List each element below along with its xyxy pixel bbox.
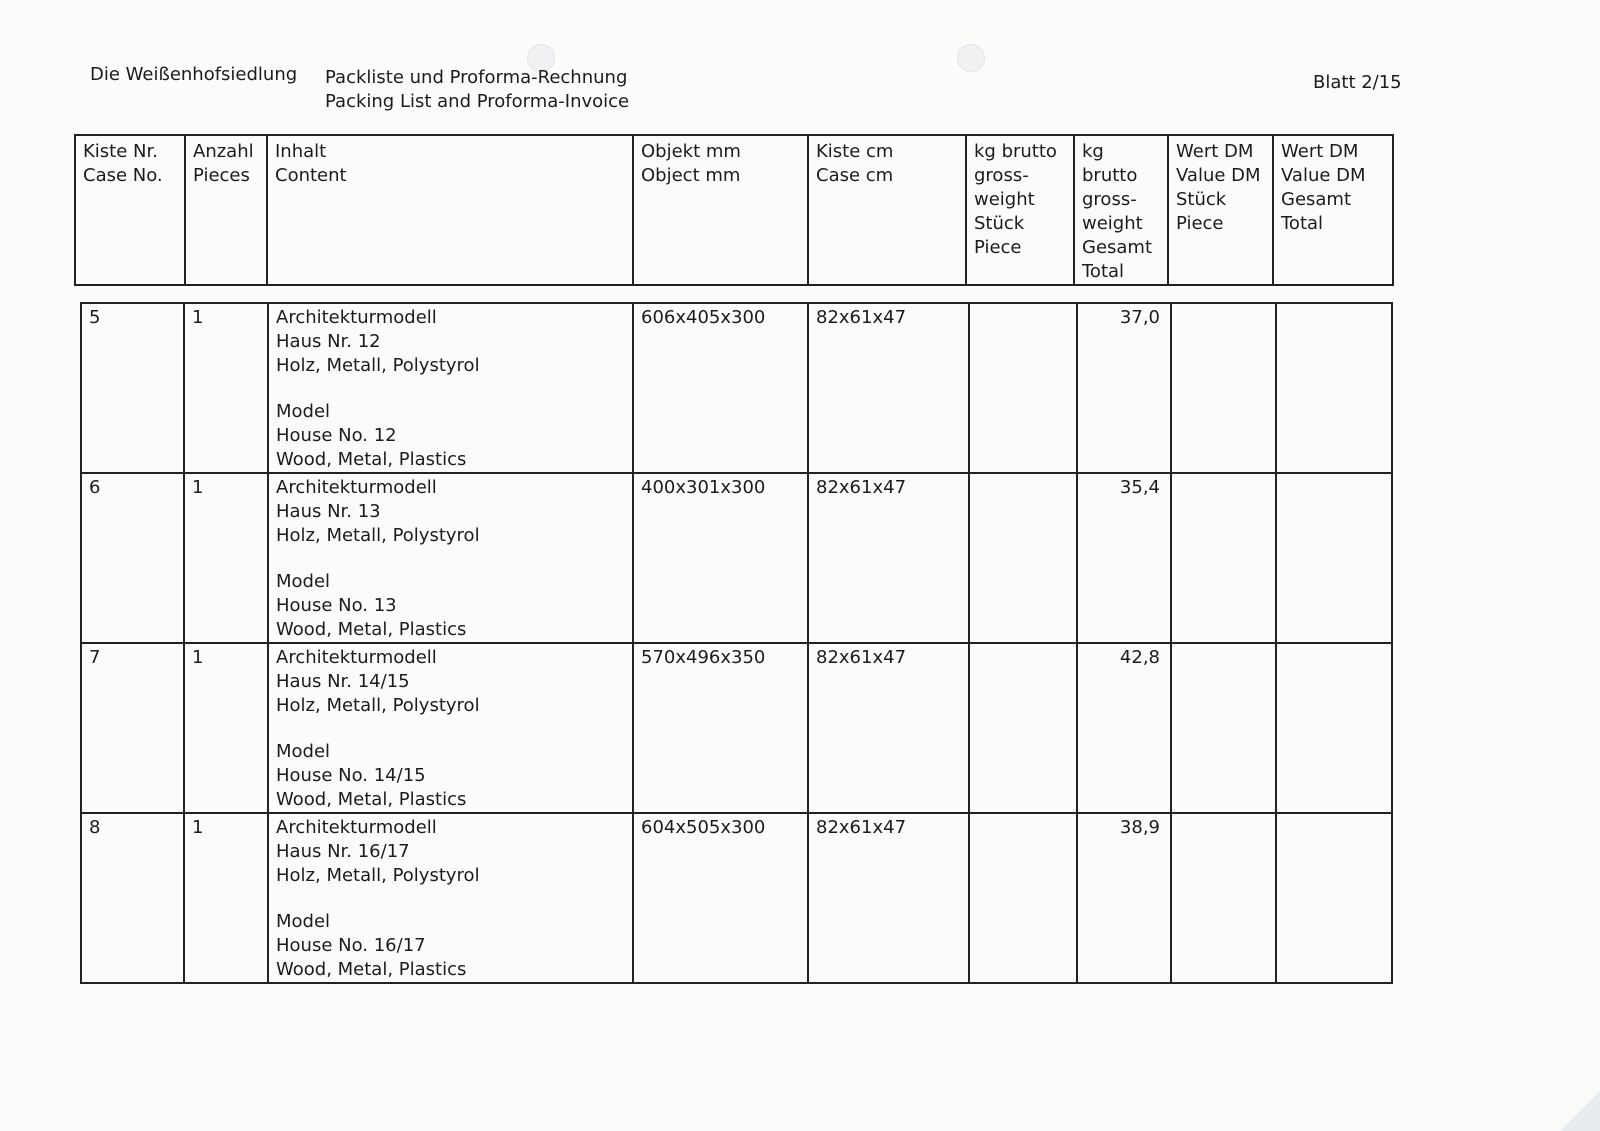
- table-row: [81, 643, 1392, 813]
- content-line: Architekturmodell: [276, 817, 437, 838]
- column-header-line: Content: [275, 165, 347, 186]
- content-cell: [268, 473, 633, 643]
- content-cell: [268, 303, 633, 473]
- table-row: [81, 303, 1392, 473]
- weight-total-cell: 37,0: [1077, 303, 1171, 473]
- column-header-line: Wert DM: [1176, 141, 1254, 162]
- content-line: Model: [276, 911, 331, 932]
- weight-total-cell: 42,8: [1077, 643, 1171, 813]
- column-header-5: [966, 135, 1074, 285]
- pieces-cell: 1: [184, 643, 268, 813]
- column-header-line: kg brutto: [974, 141, 1057, 162]
- column-header-line: Wert DM: [1281, 141, 1359, 162]
- column-header-line: weight: [1082, 213, 1143, 234]
- column-header-line: Case No.: [83, 165, 163, 186]
- case-number-cell: 5: [81, 303, 184, 473]
- collection-title: Die Weißenhofsiedlung: [90, 64, 298, 85]
- column-header-7: [1168, 135, 1273, 285]
- column-header-4: [808, 135, 966, 285]
- content-line: Holz, Metall, Polystyrol: [276, 695, 480, 716]
- column-header-8: [1273, 135, 1393, 285]
- object-dimensions-cell: 604x505x300: [633, 813, 808, 983]
- case-dimensions-cell: 82x61x47: [808, 473, 969, 643]
- content-spacer: [276, 378, 626, 400]
- column-header-line: Object mm: [641, 165, 741, 186]
- weight-total-cell: 35,4: [1077, 473, 1171, 643]
- case-dimensions-cell: 82x61x47: [808, 813, 969, 983]
- column-header-row: [75, 135, 1393, 285]
- table-row: [81, 473, 1392, 643]
- value-per-piece-cell: [1171, 643, 1276, 813]
- column-header-line: Gesamt: [1281, 189, 1352, 210]
- column-header-line: weight: [974, 189, 1035, 210]
- sheet-number: Blatt 2/15: [1313, 72, 1402, 93]
- content-cell: [268, 813, 633, 983]
- column-header-line: gross-: [1082, 189, 1137, 210]
- content-spacer: [276, 888, 626, 910]
- value-total-cell: [1276, 643, 1392, 813]
- column-header-line: Anzahl: [193, 141, 254, 162]
- weight-per-piece-cell: [969, 813, 1077, 983]
- column-header-line: Pieces: [193, 165, 250, 186]
- content-line: House No. 13: [276, 595, 397, 616]
- weight-per-piece-cell: [969, 303, 1077, 473]
- punch-hole-right: [957, 44, 985, 72]
- content-cell: [268, 643, 633, 813]
- case-number-cell: 6: [81, 473, 184, 643]
- content-line: Model: [276, 401, 331, 422]
- pieces-cell: 1: [184, 813, 268, 983]
- column-header-line: Objekt mm: [641, 141, 741, 162]
- content-line: Wood, Metal, Plastics: [276, 449, 467, 470]
- content-line: Holz, Metall, Polystyrol: [276, 355, 480, 376]
- value-total-cell: [1276, 813, 1392, 983]
- weight-total-cell: 38,9: [1077, 813, 1171, 983]
- value-per-piece-cell: [1171, 303, 1276, 473]
- packing-list-table: [80, 302, 1393, 984]
- content-line: Haus Nr. 14/15: [276, 671, 410, 692]
- value-per-piece-cell: [1171, 813, 1276, 983]
- document-title: [325, 66, 629, 114]
- case-dimensions-cell: 82x61x47: [808, 303, 969, 473]
- table-row: [81, 813, 1392, 983]
- column-header-line: Piece: [1176, 213, 1224, 234]
- weight-per-piece-cell: [969, 643, 1077, 813]
- page-corner-fold: [1560, 1091, 1600, 1131]
- object-dimensions-cell: 606x405x300: [633, 303, 808, 473]
- column-header-line: Kiste Nr.: [83, 141, 158, 162]
- object-dimensions-cell: 570x496x350: [633, 643, 808, 813]
- column-header-line: Stück: [974, 213, 1025, 234]
- column-header-table: [74, 134, 1394, 286]
- column-header-line: Kiste cm: [816, 141, 894, 162]
- content-line: Architekturmodell: [276, 647, 437, 668]
- column-header-6: [1074, 135, 1168, 285]
- content-line: Wood, Metal, Plastics: [276, 789, 467, 810]
- column-header-line: Case cm: [816, 165, 894, 186]
- content-line: Model: [276, 571, 331, 592]
- content-spacer: [276, 548, 626, 570]
- value-total-cell: [1276, 473, 1392, 643]
- content-line: Haus Nr. 13: [276, 501, 381, 522]
- case-number-cell: 7: [81, 643, 184, 813]
- column-header-0: [75, 135, 185, 285]
- content-line: Architekturmodell: [276, 477, 437, 498]
- column-header-line: Total: [1082, 261, 1125, 282]
- weight-per-piece-cell: [969, 473, 1077, 643]
- column-header-1: [185, 135, 267, 285]
- column-header-line: Value DM: [1176, 165, 1261, 186]
- content-line: Wood, Metal, Plastics: [276, 959, 467, 980]
- column-header-line: kg: [1082, 141, 1104, 162]
- column-header-line: Gesamt: [1082, 237, 1153, 258]
- pieces-cell: 1: [184, 473, 268, 643]
- column-header-line: Value DM: [1281, 165, 1366, 186]
- pieces-cell: 1: [184, 303, 268, 473]
- content-line: House No. 14/15: [276, 765, 426, 786]
- column-header-line: brutto: [1082, 165, 1138, 186]
- content-spacer: [276, 718, 626, 740]
- value-per-piece-cell: [1171, 473, 1276, 643]
- content-line: House No. 16/17: [276, 935, 426, 956]
- content-line: Haus Nr. 16/17: [276, 841, 410, 862]
- column-header-line: Stück: [1176, 189, 1227, 210]
- column-header-line: Piece: [974, 237, 1022, 258]
- column-header-line: Total: [1281, 213, 1324, 234]
- content-line: Holz, Metall, Polystyrol: [276, 865, 480, 886]
- column-header-3: [633, 135, 808, 285]
- column-header-line: Inhalt: [275, 141, 327, 162]
- object-dimensions-cell: 400x301x300: [633, 473, 808, 643]
- column-header-line: gross-: [974, 165, 1029, 186]
- title-english: Packing List and Proforma-Invoice: [325, 91, 630, 112]
- title-german: Packliste und Proforma-Rechnung: [325, 67, 628, 88]
- case-number-cell: 8: [81, 813, 184, 983]
- column-header-2: [267, 135, 633, 285]
- case-dimensions-cell: 82x61x47: [808, 643, 969, 813]
- content-line: Wood, Metal, Plastics: [276, 619, 467, 640]
- content-line: Holz, Metall, Polystyrol: [276, 525, 480, 546]
- content-line: House No. 12: [276, 425, 397, 446]
- content-line: Haus Nr. 12: [276, 331, 381, 352]
- content-line: Model: [276, 741, 331, 762]
- content-line: Architekturmodell: [276, 307, 437, 328]
- value-total-cell: [1276, 303, 1392, 473]
